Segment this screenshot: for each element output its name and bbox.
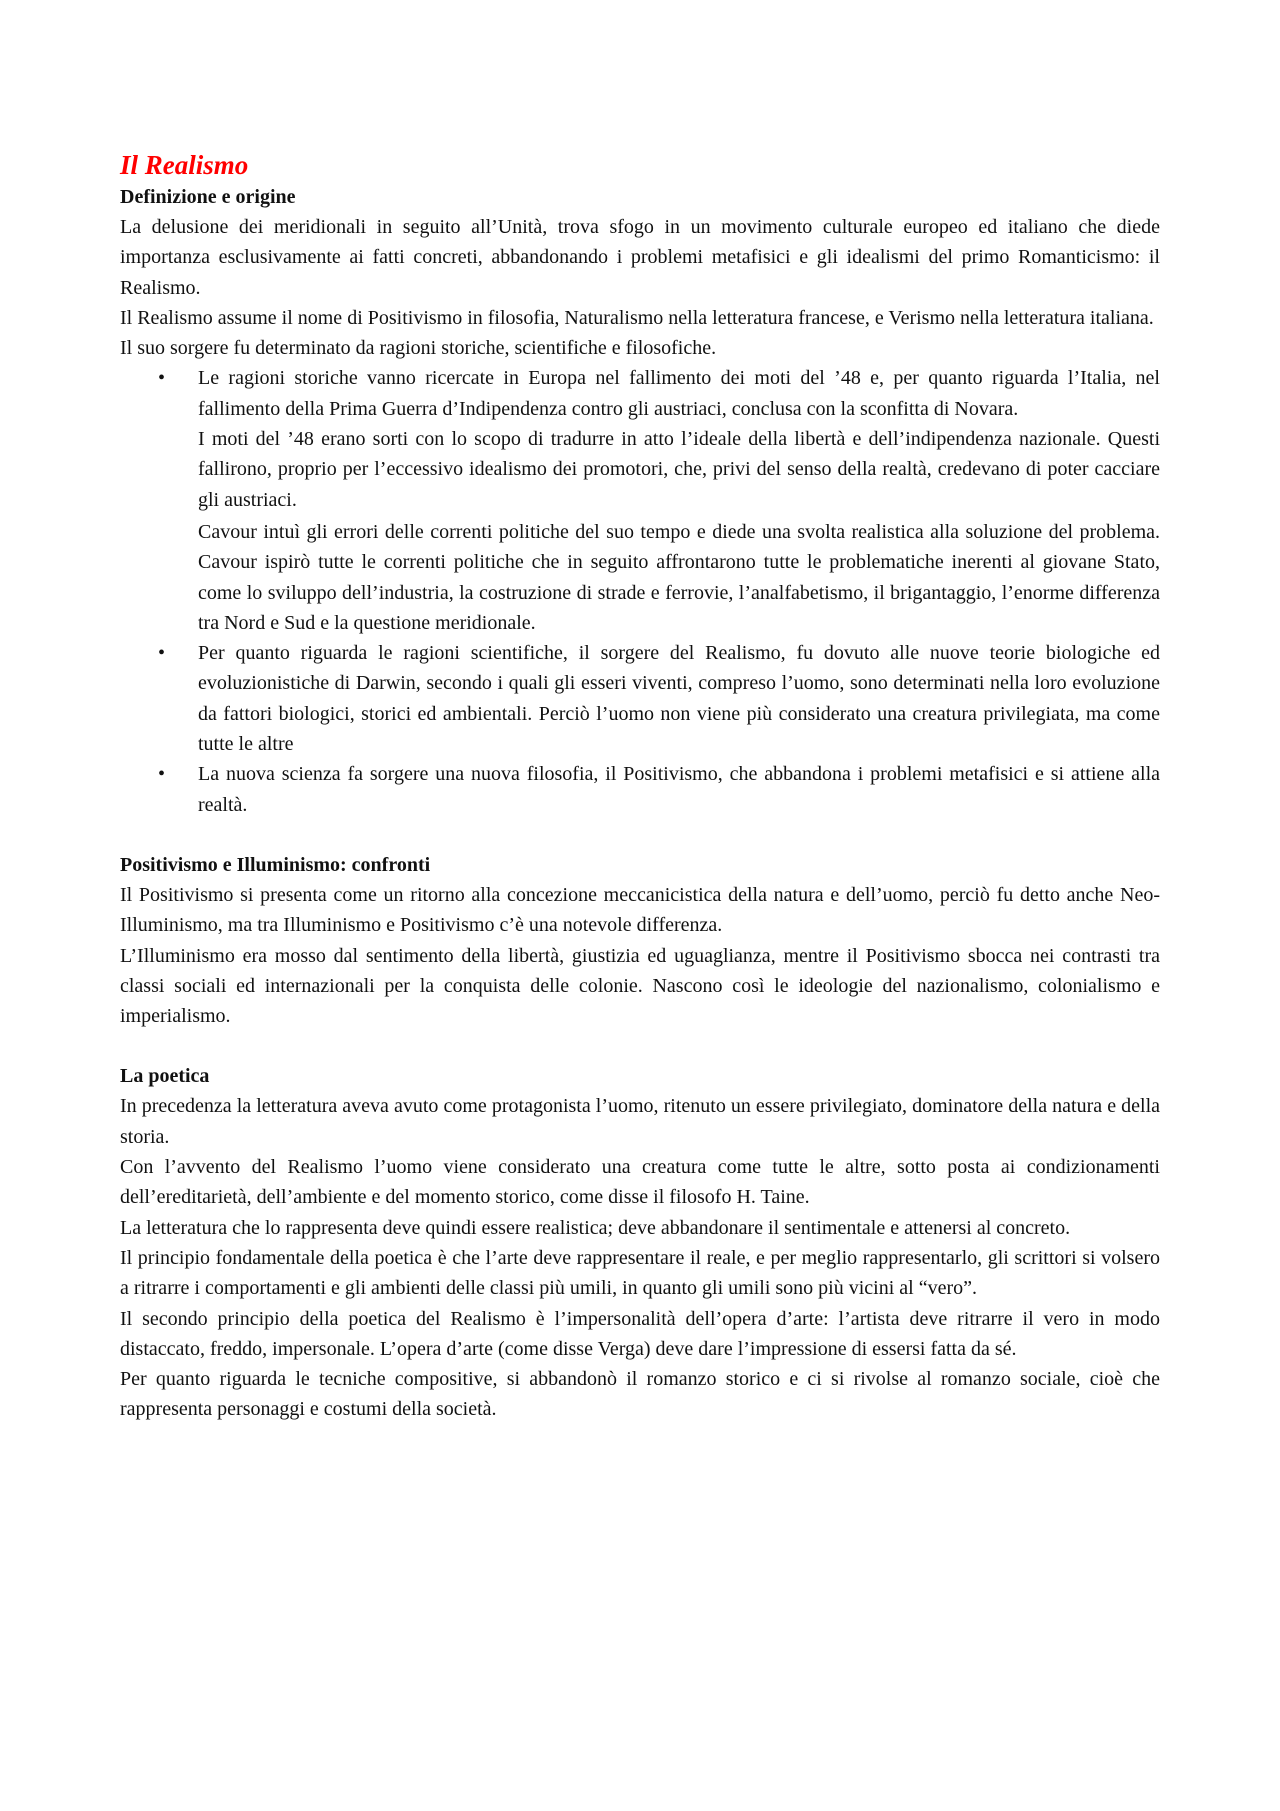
section-heading-poetica: La poetica (120, 1065, 210, 1088)
paragraph: I moti del ’48 erano sorti con lo scopo di tradurre in atto l’ideale della libertà e dell’indipendenza nazionale. Questi fallirono, proprio per l’eccessivo idealismo dei promotori, che, privi del senso della realtà, credevano di poter cacciare gli austriaci. (198, 428, 1160, 511)
list-item (120, 638, 1160, 759)
list-item (120, 759, 1160, 820)
paragraph: Il suo sorgere fu determinato da ragioni storiche, scientifiche e filosofiche. (120, 337, 717, 360)
bullet-list (120, 363, 1160, 819)
paragraph: In precedenza la letteratura aveva avuto come protagonista l’uomo, ritenuto un essere privilegiato, dominatore della natura e della storia. (120, 1095, 1160, 1148)
paragraph: Per quanto riguarda le tecniche compositive, si abbandonò il romanzo storico e ci si rivolse al romanzo sociale, cioè che rappresenta personaggi e costumi della società. (120, 1368, 1160, 1421)
paragraph: La nuova scienza fa sorgere una nuova filosofia, il Positivismo, che abbandona i problemi metafisici e si attiene alla realtà. (198, 763, 1160, 816)
section-heading-confronti: Positivismo e Illuminismo: confronti (120, 853, 431, 876)
paragraph: Le ragioni storiche vanno ricercate in Europa nel fallimento dei moti del ’48 e, per quanto riguarda l’Italia, nel fallimento della Prima Guerra d’Indipendenza contro gli austriaci, conclusa con la sconfitta di Novara. (198, 367, 1160, 420)
list-item (120, 363, 1160, 638)
paragraph: La letteratura che lo rappresenta deve quindi essere realistica; deve abbandonare il sentimentale e attenersi al concreto. (120, 1216, 1071, 1239)
bullet-marker: • (158, 642, 166, 665)
paragraph: Il principio fondamentale della poetica è che l’arte deve rappresentare il reale, e per meglio rappresentarlo, gli scrittori si volsero a ritrarre i comportamenti e gli ambienti delle classi più umili, in quanto gli umili sono più vicini al “vero”. (120, 1246, 1160, 1300)
bullet-marker: • (158, 367, 166, 390)
paragraph: Con l’avvento del Realismo l’uomo viene considerato una creatura come tutte le altre, sotto posta ai condizionamenti dell’ereditarietà, dell’ambiente e del momento storico, come disse il filosofo H. Taine. (120, 1156, 1160, 1209)
section-heading-definizione: Definizione e origine (120, 186, 296, 208)
paragraph: Cavour intuì gli errori delle correnti politiche del suo tempo e diede una svolta realistica alla soluzione del problema. Cavour ispirò tutte le correnti politiche che in seguito affrontarono tutte le problematiche inerenti al giovane Stato, come lo sviluppo dell’industria, la costruzione di strade e ferrovie, l’analfabetismo, il brigantaggio, l’enorme differenza tra Nord e Sud e la questione meridionale. (198, 520, 1160, 634)
bullet-marker: • (158, 763, 166, 786)
paragraph: Per quanto riguarda le ragioni scientifiche, il sorgere del Realismo, fu dovuto alle nuove teorie biologiche ed evoluzionistiche di Darwin, secondo i quali gli esseri viventi, compreso l’uomo, sono determinati nella loro evoluzione da fattori biologici, storici ed ambientali. Perciò l’uomo non viene più considerato una creatura privilegiata, ma come tutte le altre (198, 642, 1160, 756)
section-spacer (120, 820, 1160, 850)
paragraph: L’Illuminismo era mosso dal sentimento della libertà, giustizia ed uguaglianza, mentre il Positivismo sbocca nei contrasti tra classi sociali ed internazionali per la conquista delle colonie. Nascono così le ideologie del nazionalismo, colonialismo e imperialismo. (120, 944, 1160, 1028)
paragraph: Il Realismo assume il nome di Positivismo in filosofia, Naturalismo nella letteratura francese, e Verismo nella letteratura italiana. (120, 306, 1154, 329)
paragraph: Il secondo principio della poetica del Realismo è l’impersonalità dell’opera d’arte: l’artista deve ritrarre il vero in modo distaccato, freddo, impersonale. L’opera d’arte (come disse Verga) deve dare l’impressione di essersi fatta da sé. (120, 1307, 1160, 1360)
paragraph: La delusione dei meridionali in seguito all’Unità, trova sfogo in un movimento culturale europeo ed italiano che diede importanza esclusivamente ai fatti concreti, abbandonando i problemi metafisici e gli idealismi del primo Romanticismo: il Realismo. (120, 216, 1160, 299)
page-title: Il Realismo (120, 150, 249, 180)
section-spacer (120, 1031, 1160, 1061)
paragraph: Il Positivismo si presenta come un ritorno alla concezione meccanicistica della natura e dell’uomo, perciò fu detto anche Neo-Illuminismo, ma tra Illuminismo e Positivismo c’è una notevole differenza. (120, 883, 1160, 937)
